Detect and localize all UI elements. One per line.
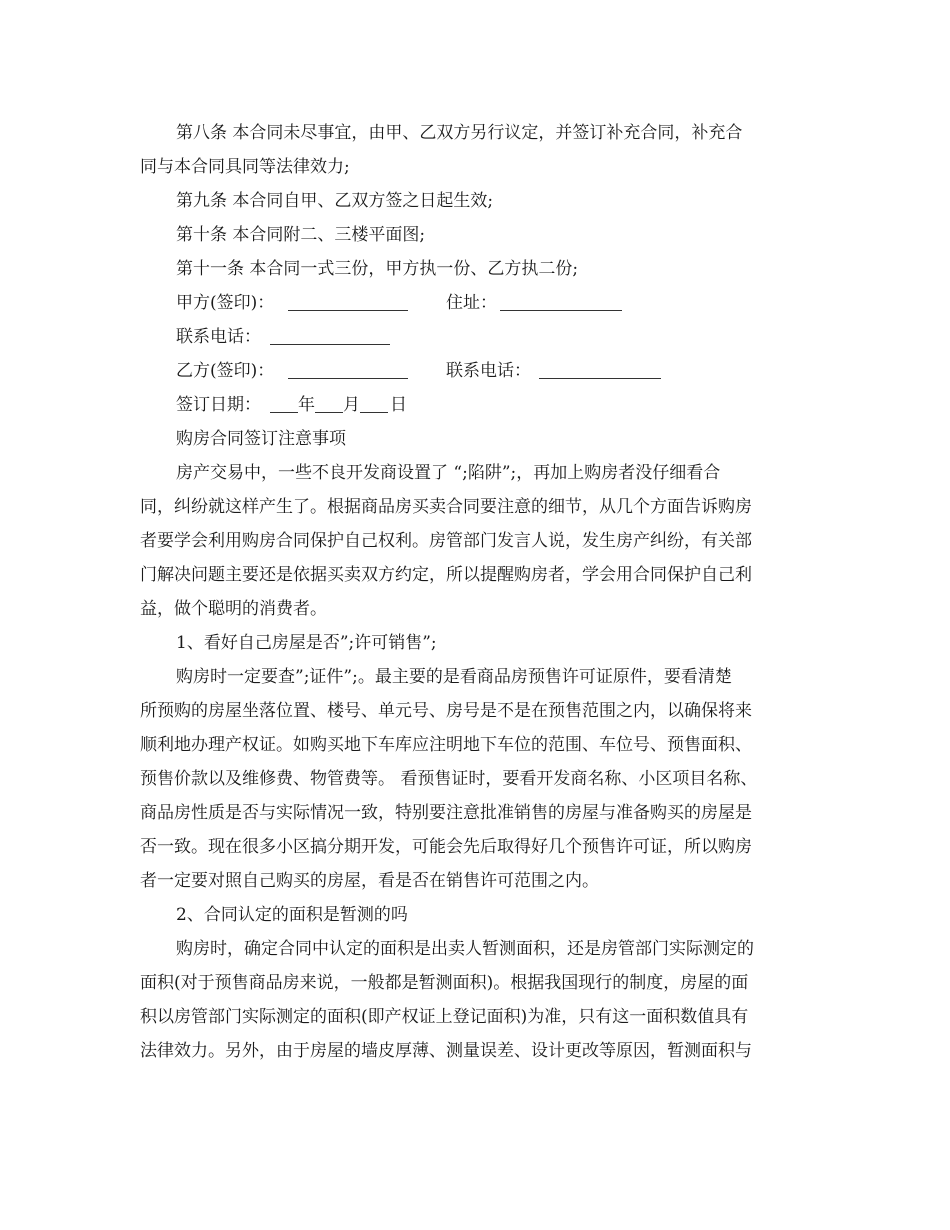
section-1-line-4: 预售价款以及维修费、物管费等。 看预售证时，要看开发商名称、小区项目名称、 <box>140 769 758 789</box>
clause-8-line-1: 第八条 本合同未尽事宜，由甲、乙双方另行议定，并签订补充合同，补充合 <box>176 123 743 143</box>
party-a-phone-blank <box>270 344 390 345</box>
party-a-signature-blank <box>288 310 408 311</box>
party-b-phone-blank <box>539 378 661 379</box>
clause-10: 第十条 本合同附二、三楼平面图; <box>176 225 426 245</box>
day-blank <box>360 412 388 413</box>
intro-line-2: 同，纠纷就这样产生了。根据商品房买卖合同要注意的细节，从几个方面告诉购房 <box>140 497 752 517</box>
party-b-signature-blank <box>288 378 408 379</box>
intro-line-4: 门解决问题主要还是依据买卖双方约定，所以提醒购房者，学会用合同保护自己利 <box>140 565 752 585</box>
intro-line-3: 者要学会利用购房合同保护自己权利。房管部门发言人说，发生房产纠纷，有关部 <box>140 531 752 551</box>
section-2-line-2: 面积(对于预售商品房来说，一般都是暂测面积)。根据我国现行的制度，房屋的面 <box>140 973 749 993</box>
party-a-phone-label: 联系电话： <box>176 327 261 347</box>
address-label: 住址： <box>446 293 497 313</box>
section-1-line-3: 顺利地办理产权证。如购买地下车库应注明地下车位的范围、车位号、预售面积、 <box>140 735 752 755</box>
day-label: 日 <box>390 395 407 415</box>
year-blank <box>270 412 298 413</box>
section-2-line-3: 积以房管部门实际测定的面积(即产权证上登记面积)为准，只有这一面积数值具有 <box>140 1007 749 1027</box>
section-1-line-1: 购房时一定要查”;证件”;。最主要的是看商品房预售许可证原件，要看清楚 <box>176 667 732 687</box>
heading-2: 2、合同认定的面积是暂测的吗 <box>176 905 408 925</box>
party-b-phone-label: 联系电话： <box>446 361 531 381</box>
clause-11: 第十一条 本合同一式三份，甲方执一份、乙方执二份; <box>176 259 579 279</box>
intro-line-1: 房产交易中，一些不良开发商设置了 “;陷阱”;，再加上购房者没仔细看合 <box>176 463 721 483</box>
sign-date-label: 签订日期： <box>176 395 261 415</box>
section-2-line-1: 购房时，确定合同中认定的面积是出卖人暂测面积，还是房管部门实际测定的 <box>176 939 754 959</box>
section-1-line-7: 者一定要对照自己购买的房屋，看是否在销售许可范围之内。 <box>140 871 599 891</box>
clause-8-line-2: 同与本合同具同等法律效力; <box>140 157 350 177</box>
clause-9: 第九条 本合同自甲、乙双方签之日起生效; <box>176 191 494 211</box>
party-a-label: 甲方(签印)： <box>176 293 275 313</box>
section-1-line-5: 商品房性质是否与实际情况一致，特别要注意批准销售的房屋与准备购买的房屋是 <box>140 803 752 823</box>
year-label: 年 <box>298 395 315 415</box>
notes-title: 购房合同签订注意事项 <box>176 429 346 449</box>
party-b-label: 乙方(签印)： <box>176 361 275 381</box>
month-label: 月 <box>343 395 360 415</box>
section-1-line-2: 所预购的房屋坐落位置、楼号、单元号、房号是不是在预售范围之内，以确保将来 <box>140 701 752 721</box>
section-2-line-4: 法律效力。另外，由于房屋的墙皮厚薄、测量误差、设计更改等原因，暂测面积与 <box>140 1041 752 1061</box>
month-blank <box>315 412 343 413</box>
address-blank <box>500 310 622 311</box>
heading-1: 1、看好自己房屋是否”;许可销售”; <box>176 633 437 653</box>
section-1-line-6: 否一致。现在很多小区搞分期开发，可能会先后取得好几个预售许可证，所以购房 <box>140 837 752 857</box>
intro-line-5: 益，做个聪明的消费者。 <box>140 599 327 619</box>
